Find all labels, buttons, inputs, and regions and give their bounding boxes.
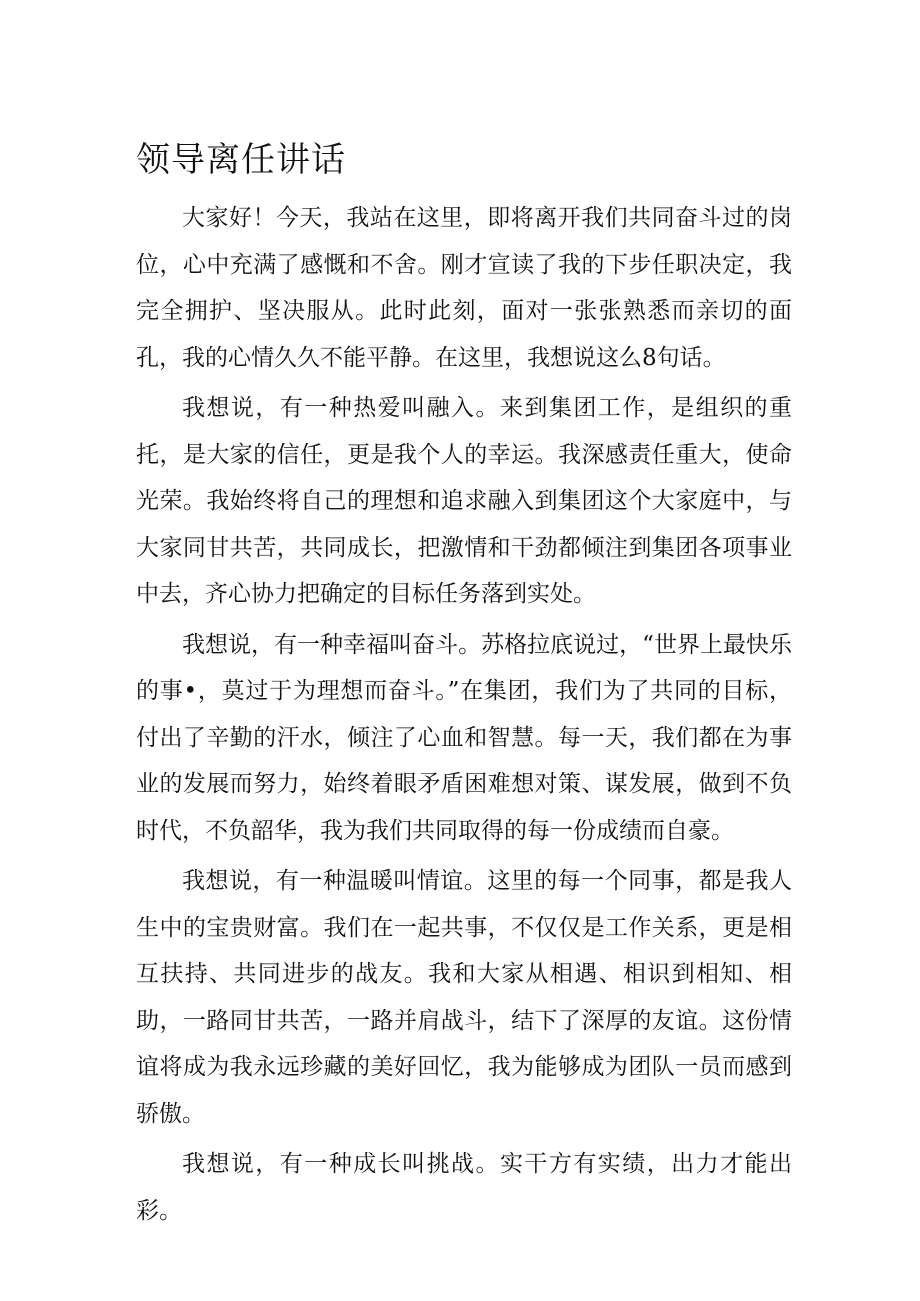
- paragraph-greeting: 大家好！今天，我站在这里，即将离开我们共同奋斗过的岗位，心中充满了感慨和不舍。刚才宣读了我的下步任职决定，我完全拥护、坚决服从。此时此刻，面对一张张熟悉而亲切的面孔，我的心情久久不能平静。在这里，我想说这么8句话。: [136, 205, 792, 371]
- paragraph-love-integration: 我想说，有一种热爱叫融入。来到集团工作，是组织的重托，是大家的信任，更是我个人的幸运。我深感责任重大，使命光荣。我始终将自己的理想和追求融入到集团这个大家庭中，与大家同甘共苦，共同成长，把激情和干劲都倾注到集团各项事业中去，齐心协力把确定的目标任务落到实处。: [136, 395, 792, 607]
- paragraph-growth-challenge: 我想说，有一种成长叫挑战。实干方有实绩，出力才能出彩。: [136, 1151, 792, 1224]
- paragraph-warmth-friendship: 我想说，有一种温暖叫情谊。这里的每一个同事，都是我人生中的宝贵财富。我们在一起共事，不仅仅是工作关系，更是相互扶持、共同进步的战友。我和大家从相遇、相识到相知、相助，一路同甘共苦，一路并肩战斗，结下了深厚的友谊。这份情谊将成为我永远珍藏的美好回忆，我为能够成为团队一员而感到骄傲。: [136, 868, 792, 1127]
- paragraph-happiness-struggle: 我想说，有一种幸福叫奋斗。苏格拉底说过，“世界上最快乐的事•，莫过于为理想而奋斗。”在集团，我们为了共同的目标，付出了辛勤的汗水，倾注了心血和智慧。每一天，我们都在为事业的发展而努力，始终着眼矛盾困难想对策、谋发展，做到不负时代，不负韶华，我为我们共同取得的每一份成绩而自豪。: [136, 631, 792, 844]
- document-title: 领导离任讲话: [136, 140, 346, 180]
- document-body: [136, 195, 792, 1238]
